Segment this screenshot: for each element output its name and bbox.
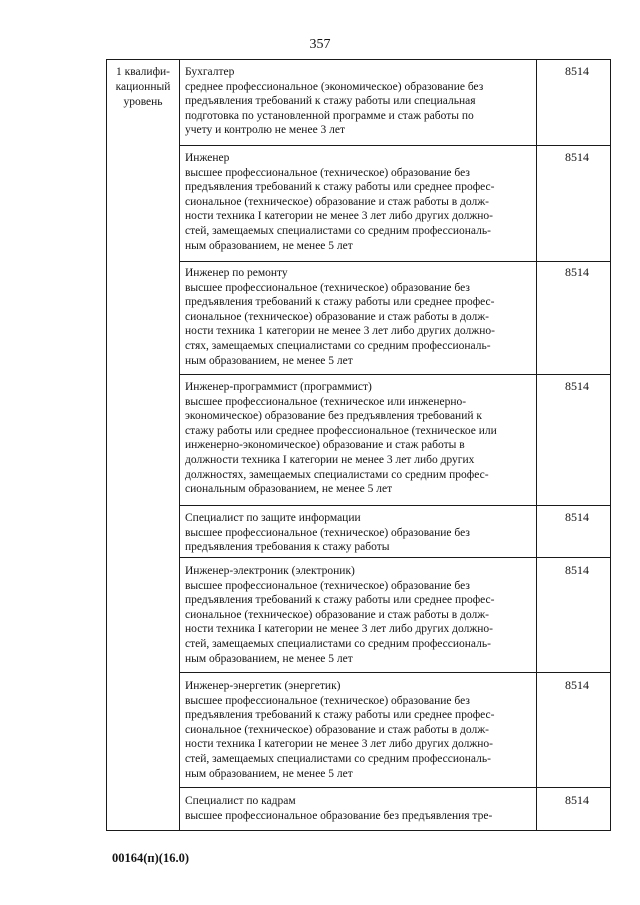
requirement-line: высшее профессиональное образование без предъявления тре- bbox=[185, 809, 493, 822]
qualification-level bbox=[108, 65, 178, 110]
level-line: кационный bbox=[115, 81, 171, 93]
table-divider-level bbox=[179, 59, 180, 831]
requirement-line: инженерно-экономическое) образование и стаж работы в bbox=[185, 439, 465, 452]
level-line: 1 квалифи- bbox=[115, 66, 171, 78]
requirement-line: ности техника I категории не менее 3 лет либо других должно- bbox=[185, 210, 494, 223]
row-divider bbox=[179, 672, 611, 673]
table-border-right bbox=[610, 59, 611, 831]
requirement-line: стажу работы или среднее профессиональное (техническое или bbox=[185, 424, 497, 437]
position-code: 8514 bbox=[565, 64, 589, 78]
requirement-line: предъявления требования к стажу работы bbox=[185, 541, 390, 554]
document-code: 00164(п)(16.0) bbox=[112, 851, 189, 865]
requirement-line: экономическое) образование без предъявления требований к bbox=[185, 410, 482, 423]
position-inzhener bbox=[185, 151, 537, 253]
requirement-line: учету и контролю не менее 3 лет bbox=[185, 124, 346, 137]
requirement-line: высшее профессиональное (техническое) образование без bbox=[185, 694, 470, 707]
position-title: Специалист по кадрам bbox=[185, 795, 296, 807]
requirement-line: стей, замещаемых специалистами со средним профессиональ- bbox=[185, 752, 491, 765]
requirement-line: предъявления требований к стажу работы или специальная bbox=[185, 95, 476, 108]
requirement-line: высшее профессиональное (техническое) образование без bbox=[185, 526, 470, 539]
level-line: уровень bbox=[123, 96, 163, 108]
requirement-line: предъявления требований к стажу работы или среднее профес- bbox=[185, 296, 495, 309]
requirement-line: стях, замещаемых специалистами со средним профессиональ- bbox=[185, 339, 491, 352]
requirement-line: среднее профессиональное (экономическое) образование без bbox=[185, 80, 484, 93]
requirement-line: сиональное (техническое) образование и стаж работы в долж- bbox=[185, 195, 489, 208]
requirement-line: сиональное (техническое) образование и стаж работы в долж- bbox=[185, 608, 489, 621]
table-border-left bbox=[106, 59, 107, 831]
requirement-line: ности техника I категории не менее 3 лет либо других должно- bbox=[185, 738, 494, 751]
row-divider bbox=[179, 145, 611, 146]
position-specialist-zashchita-informacii bbox=[185, 511, 537, 555]
position-title: Специалист по защите информации bbox=[185, 512, 361, 524]
position-title: Инженер-программист (программист) bbox=[185, 381, 372, 393]
requirement-line: должности техника I категории не менее 3 лет либо других bbox=[185, 453, 475, 466]
position-inzhener-elektronik bbox=[185, 564, 537, 666]
position-code: 8514 bbox=[565, 379, 589, 393]
requirement-line: должностях, замещаемых специалистами со средним профес- bbox=[185, 468, 489, 481]
requirement-line: высшее профессиональное (техническое) образование без bbox=[185, 579, 470, 592]
row-divider bbox=[179, 505, 611, 506]
row-divider bbox=[179, 261, 611, 262]
position-code: 8514 bbox=[565, 678, 589, 692]
row-divider bbox=[179, 557, 611, 558]
position-code: 8514 bbox=[565, 563, 589, 577]
requirement-line: ным образованием, не менее 5 лет bbox=[185, 652, 353, 665]
requirement-line: высшее профессиональное (техническое) образование без bbox=[185, 281, 470, 294]
position-code: 8514 bbox=[565, 510, 589, 524]
position-inzhener-po-remontu bbox=[185, 266, 537, 368]
position-code: 8514 bbox=[565, 793, 589, 807]
position-inzhener-programmist bbox=[185, 380, 537, 497]
position-title: Бухгалтер bbox=[185, 66, 235, 78]
requirement-line: стей, замещаемых специалистами со средним профессиональ- bbox=[185, 637, 491, 650]
table-border-bottom bbox=[106, 830, 611, 831]
requirement-line: сиональным образованием, не менее 5 лет bbox=[185, 483, 393, 496]
requirement-line: ным образованием, не менее 5 лет bbox=[185, 239, 353, 252]
row-divider bbox=[179, 374, 611, 375]
position-code: 8514 bbox=[565, 150, 589, 164]
requirement-line: высшее профессиональное (техническое) образование без bbox=[185, 166, 470, 179]
position-buhgalter bbox=[185, 65, 537, 138]
position-specialist-po-kadram bbox=[185, 794, 537, 823]
requirement-line: ным образованием, не менее 5 лет bbox=[185, 354, 353, 367]
requirement-line: сиональное (техническое) образование и стаж работы в долж- bbox=[185, 310, 489, 323]
requirement-line: предъявления требований к стажу работы или среднее профес- bbox=[185, 594, 495, 607]
requirement-line: предъявления требований к стажу работы или среднее профес- bbox=[185, 181, 495, 194]
requirement-line: ности техника 1 категории не менее 3 лет либо других должно- bbox=[185, 325, 495, 338]
requirement-line: сиональное (техническое) образование и стаж работы в долж- bbox=[185, 723, 489, 736]
table-border-top bbox=[106, 59, 611, 60]
position-title: Инженер-энергетик (энергетик) bbox=[185, 680, 341, 692]
requirement-line: ности техника I категории не менее 3 лет либо других должно- bbox=[185, 623, 494, 636]
position-inzhener-energetik bbox=[185, 679, 537, 781]
requirement-line: ным образованием, не менее 5 лет bbox=[185, 767, 353, 780]
row-divider bbox=[179, 787, 611, 788]
page-number: 357 bbox=[309, 37, 331, 52]
requirement-line: предъявления требований к стажу работы или среднее профес- bbox=[185, 709, 495, 722]
position-title: Инженер-электроник (электроник) bbox=[185, 565, 355, 577]
position-title: Инженер bbox=[185, 152, 230, 164]
requirement-line: подготовка по установленной программе и стаж работы по bbox=[185, 109, 474, 122]
position-title: Инженер по ремонту bbox=[185, 267, 288, 279]
position-code: 8514 bbox=[565, 265, 589, 279]
requirement-line: высшее профессиональное (техническое или инженерно- bbox=[185, 395, 467, 408]
requirement-line: стей, замещаемых специалистами со средним профессиональ- bbox=[185, 224, 491, 237]
